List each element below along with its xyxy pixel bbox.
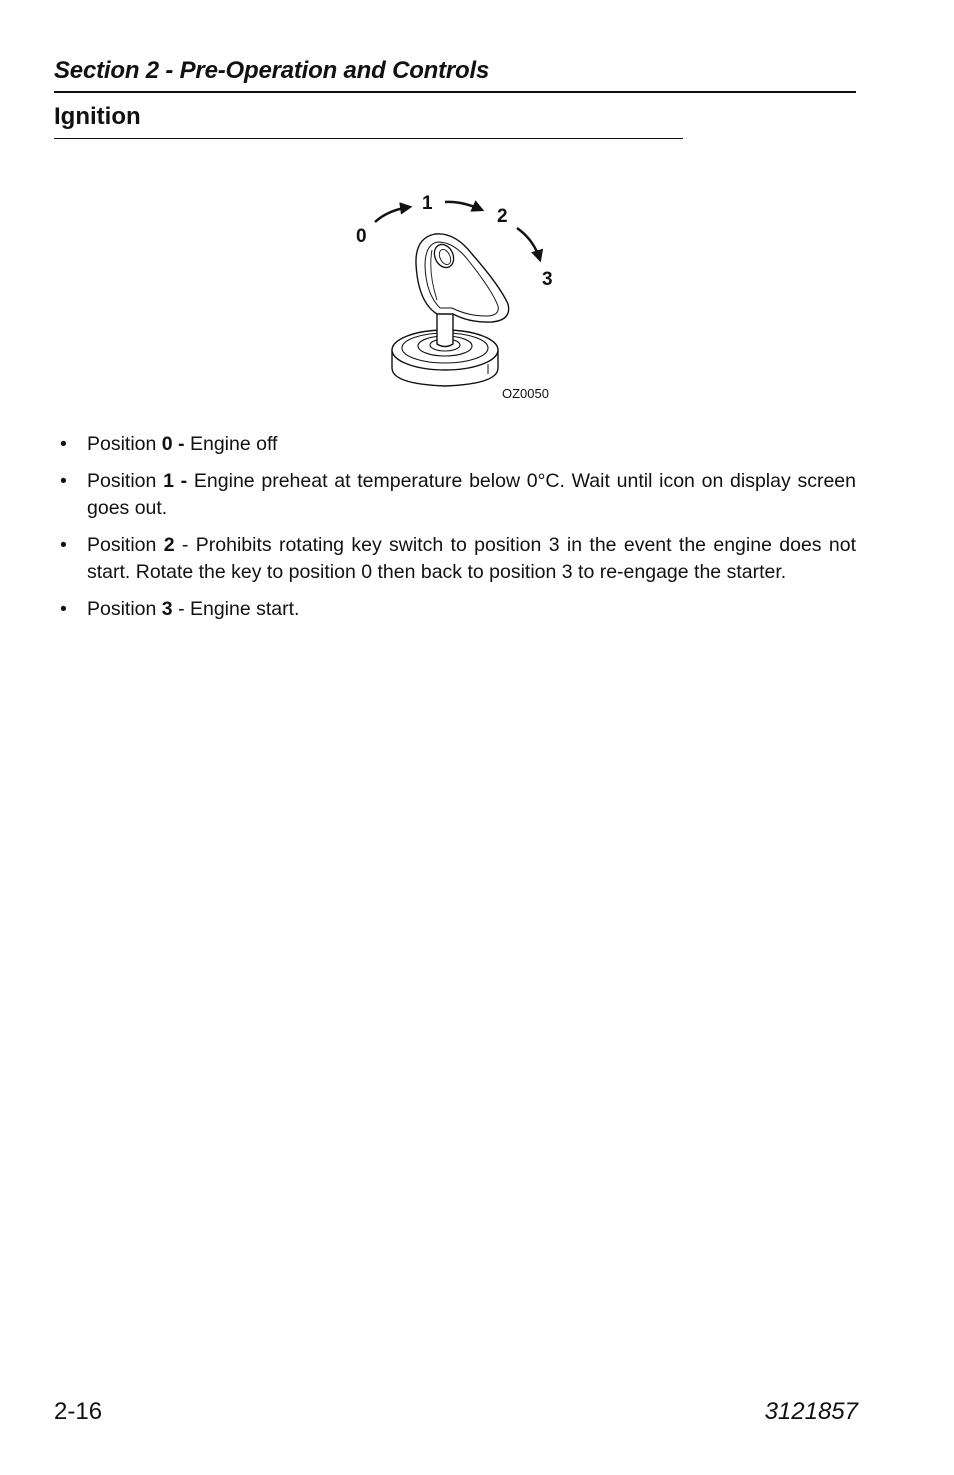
arrow-1-to-2-icon	[445, 202, 482, 210]
page-number: 2-16	[54, 1398, 103, 1425]
position-label-1: 1	[422, 193, 433, 214]
bullet-icon: •	[60, 433, 67, 455]
bullet-icon: •	[60, 598, 67, 620]
bullet-icon: •	[60, 470, 67, 492]
position-label-3: 3	[542, 269, 553, 290]
position-list	[60, 431, 856, 633]
list-item: • Position 2 - Prohibits rotating key switch to position 3 in the event the engine does not start. Rotate the key to position 0 then back to position 3 to re-engage the starter.	[60, 534, 856, 583]
figure-code: OZ0050	[502, 386, 549, 401]
position-label-0: 0	[356, 226, 367, 247]
list-item: • Position 3 - Engine start.	[60, 596, 856, 623]
ignition-figure	[340, 182, 570, 412]
subsection-header	[54, 101, 683, 139]
position-label-2: 2	[497, 206, 508, 227]
section-header	[54, 56, 856, 93]
list-item: • Position 1 - Engine preheat at temperature below 0°C. Wait until icon on display screen goes out.	[60, 470, 856, 519]
section-title: Section 2 - Pre-Operation and Controls	[54, 57, 490, 84]
subsection-title: Ignition	[54, 103, 141, 130]
arrow-0-to-1-icon	[375, 207, 410, 222]
list-item: • Position 0 - Engine off	[60, 431, 856, 458]
document-number: 3121857	[764, 1398, 858, 1425]
bullet-icon: •	[60, 534, 67, 556]
ignition-key-icon	[340, 182, 570, 412]
arrow-2-to-3-icon	[517, 228, 540, 260]
